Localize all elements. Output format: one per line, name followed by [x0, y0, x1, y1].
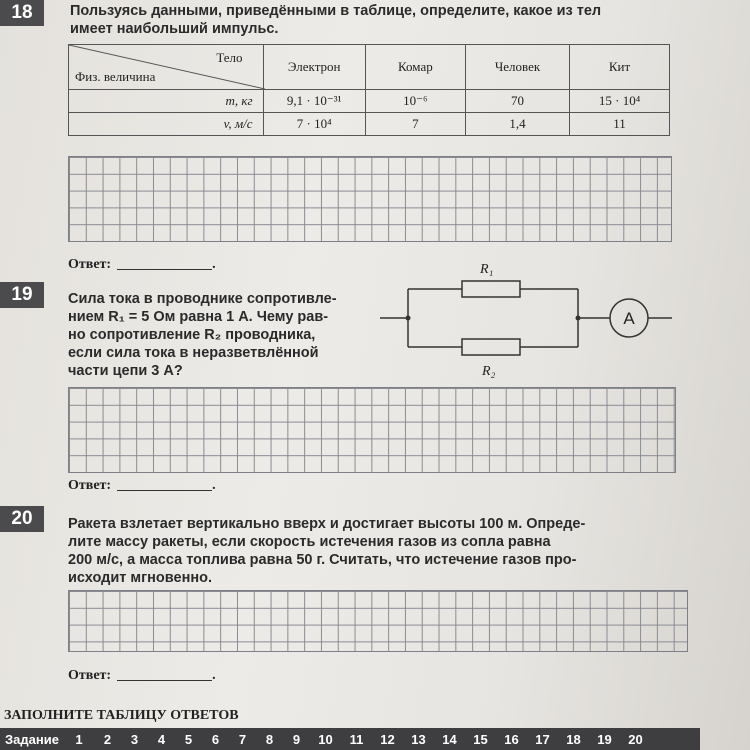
task-number-cell[interactable]: 2 [103, 731, 112, 747]
task-18-answer [68, 257, 216, 273]
task-number-cell[interactable]: 19 [597, 731, 612, 747]
task-19-answer-grid[interactable] [68, 387, 676, 473]
table-cell: 10⁻⁶ [365, 90, 465, 113]
corner-bottom-label: Физ. величина [75, 69, 156, 84]
task-20-text-line: 200 м/с, а масса топлива равна 50 г. Считать, что истечение газов про- [68, 552, 577, 568]
answer-dot: . [212, 668, 216, 683]
task-number-cell[interactable]: 18 [566, 731, 581, 747]
task-number-cell[interactable]: 15 [473, 731, 488, 747]
task-20-answer-grid[interactable] [68, 590, 688, 652]
task-19-text [68, 290, 368, 380]
task-number-cell[interactable]: 11 [349, 731, 364, 747]
task-18-text-line-2: имеет наибольший импульс. [70, 21, 279, 37]
task-19-text-line: части цепи 3 А? [68, 363, 183, 379]
answers-table-title: ЗАПОЛНИТЕ ТАБЛИЦУ ОТВЕТОВ [4, 708, 239, 723]
answers-table-row [0, 728, 700, 750]
task-18-text-line-1: Пользуясь данными, приведёнными в таблице, определите, какое из тел [70, 3, 602, 19]
row-label: v, м/с [69, 113, 264, 136]
task-19-answer [68, 478, 216, 494]
answers-row-label: Задание [5, 731, 59, 747]
task-number-cell[interactable]: 10 [318, 731, 333, 747]
task-number-cell[interactable]: 7 [238, 731, 247, 747]
table-cell: 15 · 10⁴ [570, 90, 670, 113]
task-20-text-line: исходит мгновенно. [68, 570, 212, 586]
table-row [69, 113, 670, 136]
task-19-number: 19 [0, 282, 44, 308]
r1-label: R₁ [480, 262, 494, 277]
task-20-text [68, 515, 698, 587]
task-number-cell[interactable]: 17 [535, 731, 550, 747]
task-18-text [70, 2, 690, 38]
task-19-text-line: если сила тока в неразветвлённой [68, 345, 319, 361]
table-row [69, 90, 670, 113]
task-20-text-line: лите массу ракеты, если скорость истечения газов из сопла равна [68, 534, 551, 550]
task-number-cell[interactable]: 14 [442, 731, 457, 747]
answer-dot: . [212, 257, 216, 272]
task-number-cell[interactable]: 3 [130, 731, 139, 747]
answer-label: Ответ: [68, 478, 112, 493]
table-header-row [69, 45, 670, 90]
task-19-text-line: но сопротивление R₂ проводника, [68, 327, 316, 343]
table-cell: 9,1 · 10⁻³¹ [263, 90, 365, 113]
corner-top-label: Тело [216, 50, 243, 65]
task-number-cell[interactable]: 12 [380, 731, 395, 747]
answer-line[interactable] [117, 269, 212, 270]
resistor-r2 [462, 339, 520, 355]
task-number-cell[interactable]: 4 [157, 731, 166, 747]
column-header: Кит [570, 45, 670, 90]
column-header: Электрон [263, 45, 365, 90]
task-20-number: 20 [0, 506, 44, 532]
task-18-data-table [68, 44, 670, 136]
task-18-answer-grid[interactable] [68, 156, 672, 242]
answer-line[interactable] [117, 680, 212, 681]
task-19-text-line: Сила тока в проводнике сопротивле- [68, 291, 337, 307]
table-cell: 70 [465, 90, 569, 113]
task-number-cell[interactable]: 20 [628, 731, 643, 747]
answer-dot: . [212, 478, 216, 493]
ammeter-label: A [623, 309, 635, 328]
task-number-cell[interactable]: 5 [184, 731, 193, 747]
resistor-r1 [462, 281, 520, 297]
table-corner-cell [69, 45, 264, 90]
circuit-diagram [380, 255, 680, 385]
table-cell: 11 [570, 113, 670, 136]
r2-label: R₂ [482, 364, 496, 379]
table-cell: 7 · 10⁴ [263, 113, 365, 136]
task-18-number: 18 [0, 0, 44, 26]
column-header: Человек [465, 45, 569, 90]
row-label: m, кг [69, 90, 264, 113]
answer-label: Ответ: [68, 257, 112, 272]
column-header: Комар [365, 45, 465, 90]
task-number-cell[interactable]: 8 [265, 731, 274, 747]
task-20-answer [68, 668, 216, 684]
table-cell: 1,4 [465, 113, 569, 136]
task-19-text-line: нием R₁ = 5 Ом равна 1 А. Чему рав- [68, 309, 329, 325]
task-number-cell[interactable]: 1 [75, 731, 83, 747]
answer-line[interactable] [117, 490, 212, 491]
task-number-cell[interactable]: 13 [411, 731, 426, 747]
task-number-cell[interactable]: 16 [504, 731, 519, 747]
task-number-cell[interactable]: 6 [211, 731, 220, 747]
task-number-cell[interactable]: 9 [292, 731, 301, 747]
answer-label: Ответ: [68, 668, 112, 683]
table-cell: 7 [365, 113, 465, 136]
task-20-text-line: Ракета взлетает вертикально вверх и достигает высоты 100 м. Опреде- [68, 516, 586, 532]
